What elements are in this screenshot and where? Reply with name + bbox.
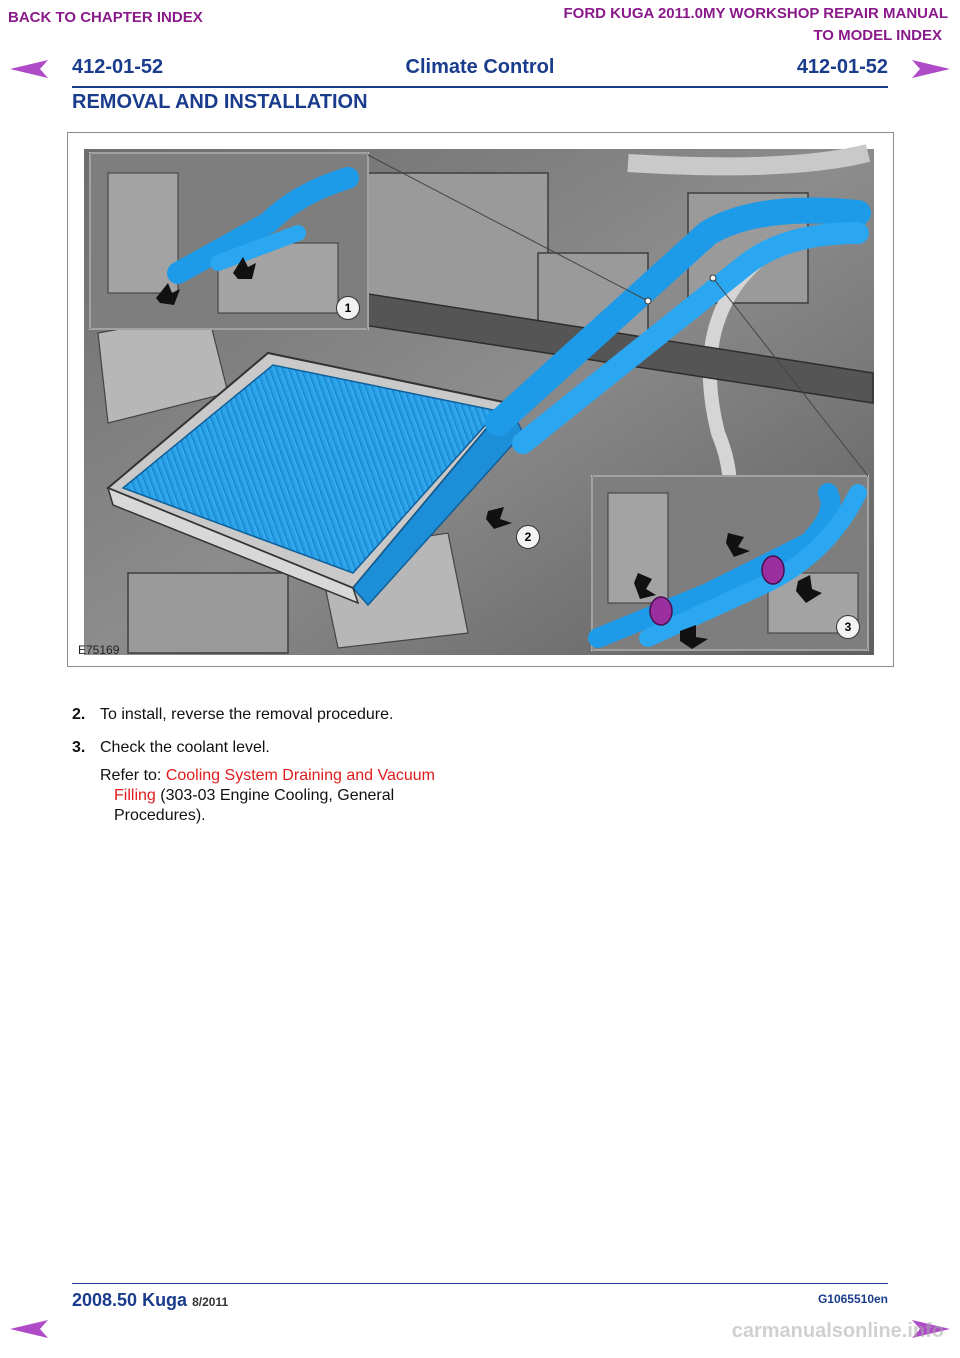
manual-title-link[interactable]: FORD KUGA 2011.0MY WORKSHOP REPAIR MANUAL [563, 5, 948, 22]
refer-continuation [100, 786, 490, 806]
callout-2: 2 [516, 525, 540, 549]
cooling-system-link[interactable]: Cooling System Draining and Vacuum [165, 767, 435, 784]
step-2 [72, 704, 492, 725]
step-3 [72, 737, 492, 758]
step-2-text: To install, reverse the removal procedure. [100, 706, 394, 723]
section-heading: REMOVAL AND INSTALLATION [72, 91, 368, 113]
footer-divider [72, 1283, 888, 1284]
back-to-chapter-index-link[interactable]: BACK TO CHAPTER INDEX [8, 9, 203, 26]
refer-suffix: (303-03 Engine Cooling, General [155, 787, 395, 804]
previous-page-arrow-icon-bottom[interactable] [8, 1318, 50, 1340]
footer-model [72, 1290, 228, 1311]
watermark: carmanualsonline.info [731, 1320, 944, 1342]
to-model-index-link[interactable]: TO MODEL INDEX [813, 27, 942, 44]
page-number-left: 412-01-52 [72, 56, 164, 78]
figure-code: E75169 [78, 643, 120, 657]
page-number-right: 412-01-52 [796, 56, 888, 78]
step-3-text: Check the coolant level. [100, 739, 270, 756]
footer-date: 8/2011 [192, 1295, 229, 1309]
heater-core-illustration [67, 132, 894, 667]
footer-document-code: G1065510en [817, 1292, 888, 1306]
step-3-number: 3. [72, 739, 86, 756]
section-title: Climate Control [405, 56, 555, 78]
footer-model-name: 2008.50 Kuga [72, 1290, 188, 1310]
cooling-system-link-cont[interactable]: Filling [114, 787, 156, 804]
cross-reference [100, 766, 490, 826]
refer-suffix-line-2: Procedures). [114, 807, 206, 824]
refer-prefix: Refer to: [100, 767, 166, 784]
header-divider [72, 86, 888, 88]
callout-3: 3 [836, 615, 860, 639]
callout-1: 1 [336, 296, 360, 320]
step-2-number: 2. [72, 706, 86, 723]
